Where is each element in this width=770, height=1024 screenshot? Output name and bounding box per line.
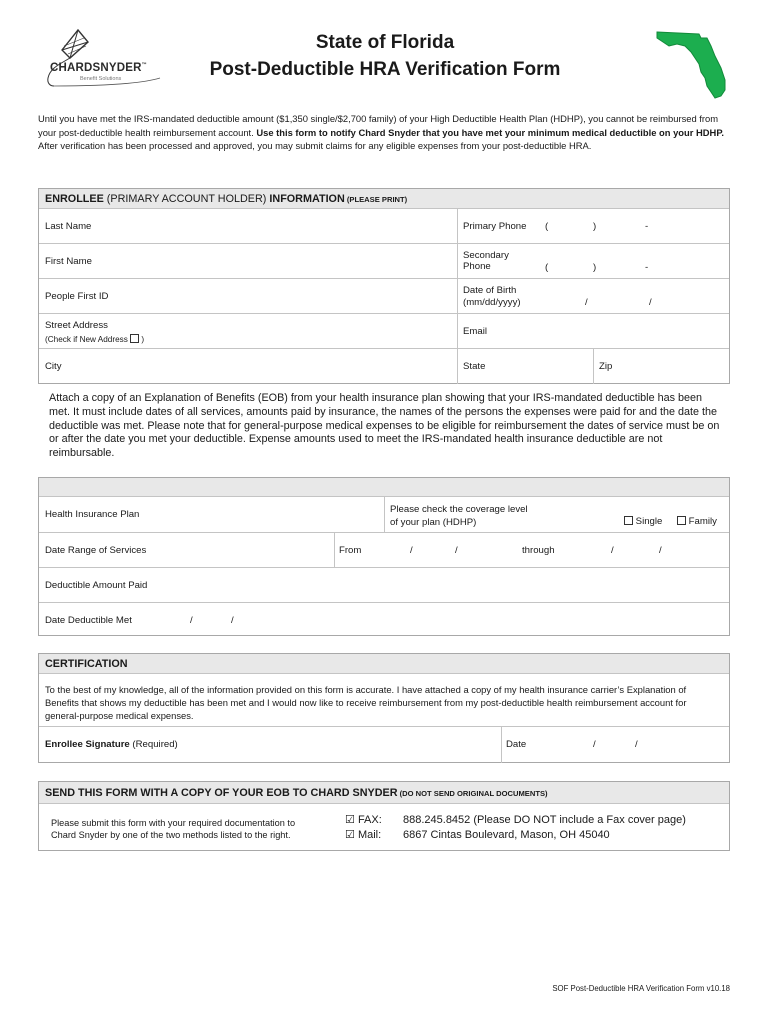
enrollee-section (38, 188, 730, 384)
phone-paren-open: ( (545, 221, 549, 232)
from-slash-1: / (410, 545, 413, 556)
sig-date-slash-1: / (593, 739, 596, 750)
coverage-level-label: Please check the coverage level of your plan (HDHP) (390, 504, 528, 528)
certification-section (38, 653, 730, 763)
send-instructions: Please submit this form with your required documentation to Chard Snyder by one of the two methods listed to the right. (51, 818, 296, 840)
phone2-dash: - (645, 262, 649, 273)
zip-label: Zip (599, 361, 613, 372)
through-slash-2: / (659, 545, 662, 556)
phone-paren-close: ) (593, 221, 597, 232)
fax-checkmark-icon: ☑ (345, 814, 355, 826)
deductible-met-date-field[interactable] (149, 603, 289, 636)
city-label: City (45, 361, 62, 372)
secondary-phone-field[interactable] (549, 244, 725, 278)
signature-field[interactable] (189, 727, 497, 762)
certification-header: CERTIFICATION (39, 654, 729, 674)
dob-slash-2: / (649, 297, 652, 308)
primary-phone-label: Primary Phone (463, 221, 527, 232)
signature-row (39, 727, 729, 763)
email-field[interactable] (499, 314, 725, 348)
from-slash-2: / (455, 545, 458, 556)
date-range-row (39, 533, 729, 568)
enrollee-section-header: ENROLLEE (PRIMARY ACCOUNT HOLDER) INFORMATION (PLEASE PRINT) (39, 189, 729, 209)
people-first-id-label: People First ID (45, 291, 109, 302)
phone2-paren-open: ( (545, 262, 549, 273)
first-name-row (39, 244, 729, 279)
new-address-note: (Check if New Address ) (45, 335, 145, 344)
street-row (39, 314, 729, 349)
certification-text: To the best of my knowledge, all of the information provided on this form is accurate. I have attached a copy of my health insurance carrier’s Explanation of Benefits that shows my deductible has been met and I would now like to receive reimbursement from my post-deductible health reimbursement account for general-purpose medical expenses. (45, 684, 687, 721)
phone-dash: - (645, 221, 649, 232)
first-name-field[interactable] (45, 244, 455, 278)
family-option[interactable]: Family (677, 516, 717, 527)
florida-map-icon (655, 28, 727, 100)
first-name-label: First Name (45, 256, 92, 267)
logo-wordmark: CHARDSNYDER™ (50, 62, 147, 74)
primary-phone-field[interactable] (549, 209, 725, 243)
signature-date-label: Date (506, 739, 527, 750)
people-first-row (39, 279, 729, 314)
phone2-paren-close: ) (593, 262, 597, 273)
email-label: Email (463, 326, 487, 337)
from-date-field[interactable] (369, 533, 519, 567)
city-row (39, 349, 729, 384)
last-name-field[interactable] (45, 209, 455, 243)
certification-text-row (39, 674, 729, 727)
mail-label: Mail: (357, 829, 382, 841)
health-plan-row (39, 497, 729, 533)
mail-line (345, 828, 381, 843)
last-name-row (39, 209, 729, 244)
last-name-label: Last Name (45, 221, 92, 232)
sig-date-slash-2: / (635, 739, 638, 750)
deductible-met-label: Date Deductible Met (45, 615, 132, 626)
health-plan-label: Health Insurance Plan (45, 509, 140, 520)
dob-field[interactable] (539, 279, 725, 313)
deductible-paid-row (39, 568, 729, 603)
logo-tagline: Benefit Solutions (80, 76, 122, 82)
fax-label: FAX: (357, 814, 382, 826)
met-slash-1: / (190, 615, 193, 626)
through-label: through (522, 545, 555, 556)
signature-label: Enrollee Signature (Required) (45, 739, 178, 750)
single-option[interactable]: Single (624, 516, 662, 527)
insurance-section (38, 477, 730, 636)
through-slash-1: / (611, 545, 614, 556)
health-plan-field[interactable] (45, 497, 381, 532)
date-range-label: Date Range of Services (45, 545, 147, 556)
send-header: SEND THIS FORM WITH A COPY OF YOUR EOB TO CHARD SNYDER (DO NOT SEND ORIGINAL DOCUMENTS) (39, 782, 729, 804)
dob-slash-1: / (585, 297, 588, 308)
form-version-footer: SOF Post-Deductible HRA Verification Form v10.18 (552, 984, 730, 993)
page-title-form: Post-Deductible HRA Verification Form (209, 59, 561, 80)
single-checkbox[interactable] (624, 516, 633, 525)
family-checkbox[interactable] (677, 516, 686, 525)
mail-address: 6867 Cintas Boulevard, Mason, OH 45040 (403, 829, 610, 841)
from-label: From (339, 545, 362, 556)
dob-label: Date of Birth (mm/dd/yyyy) (463, 285, 521, 308)
met-slash-2: / (231, 615, 234, 626)
mail-checkmark-icon: ☑ (345, 829, 355, 841)
deductible-met-row (39, 603, 729, 637)
eob-instructions: Attach a copy of an Explanation of Benefits (EOB) from your health insurance plan showing that your IRS-mandated deductible has been met. It must include dates of all services, amounts paid by insurance, the names of the persons the expenses were paid for and the date the deductible was met. Please note that for general-purpose medical expenses to be eligible for reimbursement the dates of service must be on or after the date you met your deductible. Expense amounts used to meet the IRS-mandated health insurance deductible are not reimbursable. (49, 392, 720, 460)
fax-line (345, 813, 382, 828)
deductible-paid-field[interactable] (159, 568, 719, 602)
insurance-section-header (39, 478, 729, 497)
signature-date-field[interactable] (539, 727, 725, 762)
deductible-paid-label: Deductible Amount Paid (45, 580, 148, 591)
secondary-phone-label: Secondary Phone (463, 250, 509, 272)
fax-number: 888.245.8452 (Please DO NOT include a Fax cover page) (403, 814, 686, 826)
people-first-id-field[interactable] (45, 279, 455, 313)
state-label: State (463, 361, 486, 372)
send-section (38, 781, 730, 851)
through-date-field[interactable] (564, 533, 724, 567)
street-address-label: Street Address (45, 320, 108, 331)
intro-paragraph: Until you have met the IRS-mandated deductible amount ($1,350 single/$2,700 family) of your High Deductible Health Plan (HDHP), you cannot be reimbursed from your post-deductible health reimbursement account. Use this form to notify Chard Snyder that you have met your minimum medical deductible on your HDHP. After verification has been processed and approved, you may submit claims for any eligible expenses from your post-deductible HRA. (38, 113, 724, 152)
page-title-state: State of Florida (315, 32, 455, 53)
new-address-checkbox[interactable] (130, 334, 139, 343)
